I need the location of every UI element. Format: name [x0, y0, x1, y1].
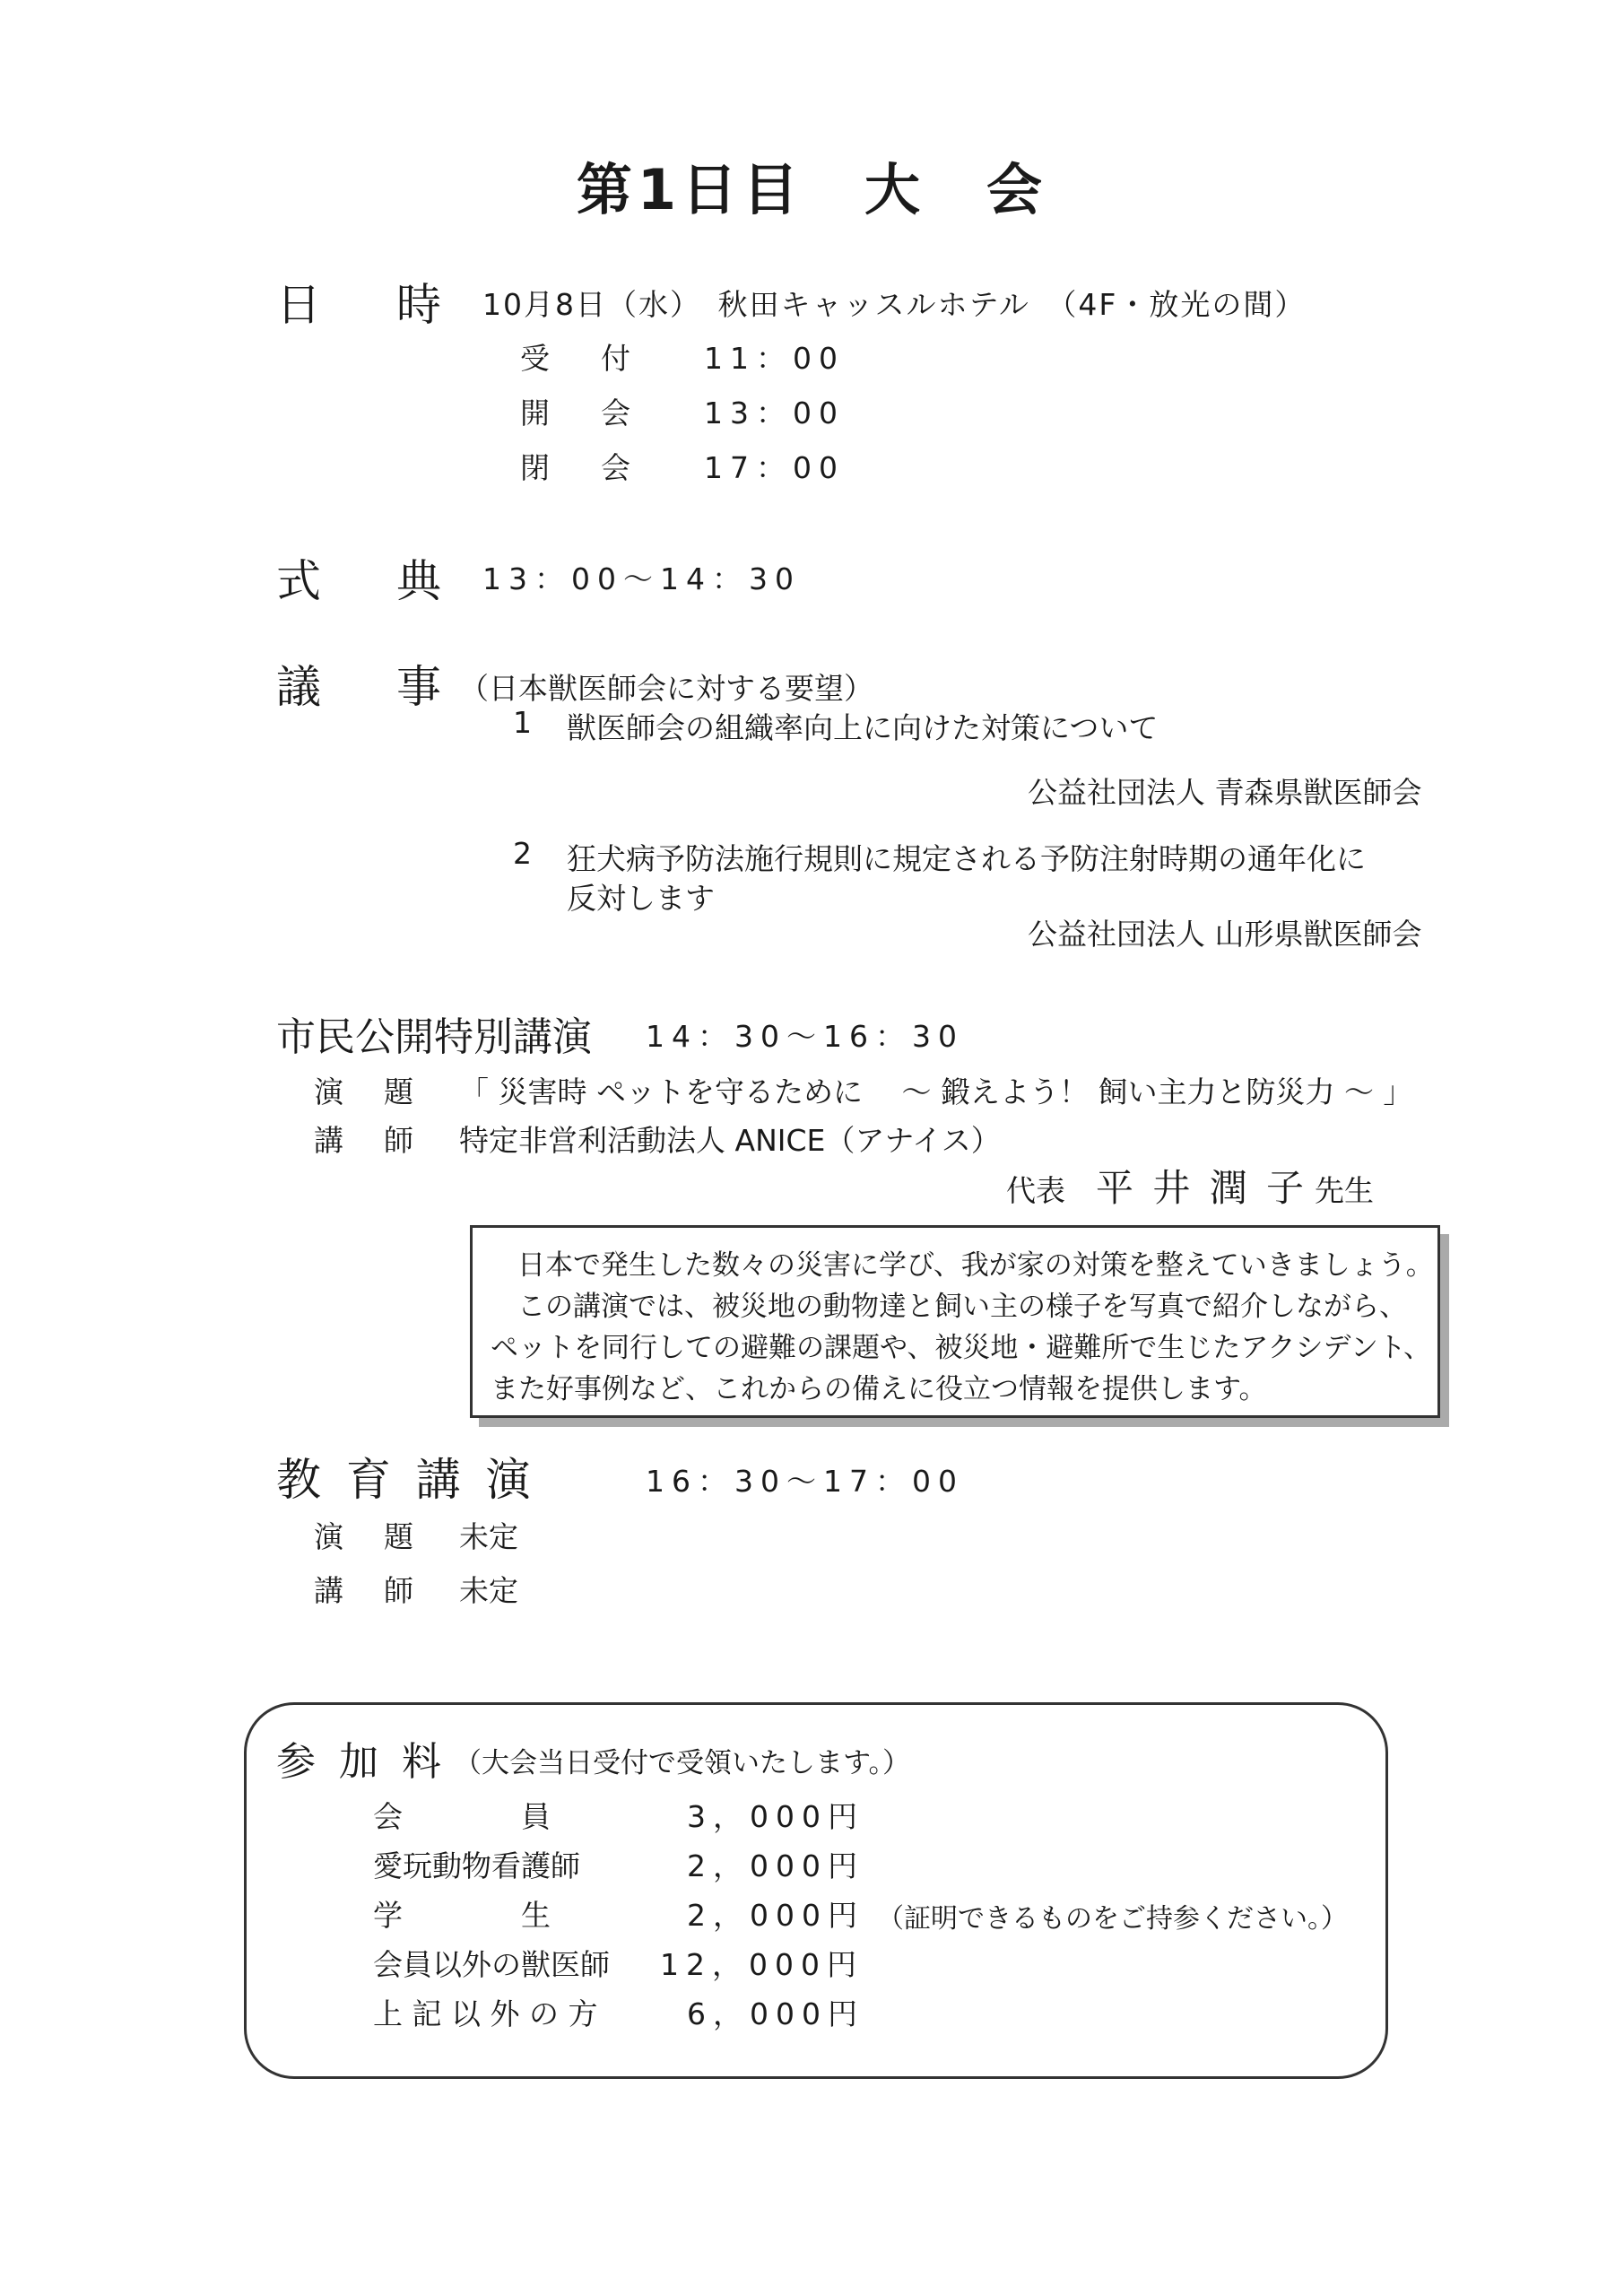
public-lecture-speaker-label: 講 師 [314, 1123, 419, 1158]
education-lecture-time: 16：30〜17：00 [646, 1464, 964, 1499]
schedule-label-open: 開 会 [520, 396, 641, 430]
schedule-label-close: 閉 会 [520, 450, 641, 485]
public-lecture-speaker-title: 代表 [1006, 1173, 1065, 1208]
lecture-summary-line: ペットを同行しての避難の課題や、被災地・避難所で生じたアクシデント、 [491, 1332, 1432, 1364]
schedule-label-reception: 受 付 [520, 341, 641, 376]
public-lecture-speaker-org: 特定非営利活動法人 ANICE（アナイス） [459, 1123, 1001, 1158]
fees-heading: 参 加 料 [276, 1739, 447, 1785]
public-lecture-topic-label: 演 題 [314, 1074, 419, 1109]
public-lecture-speaker-honorific: 先生 [1315, 1173, 1374, 1208]
education-lecture-speaker-label: 講 師 [314, 1573, 419, 1608]
education-lecture-topic: 未定 [459, 1519, 518, 1554]
fee-category: 愛玩動物看護師 [373, 1848, 580, 1883]
ceremony-label-2: 典 [396, 555, 441, 607]
fees-note: （大会当日受付で受領いたします。） [454, 1747, 911, 1779]
fee-category: 学 生 [373, 1898, 551, 1933]
fee-amount: 12，000円 [660, 1947, 864, 1982]
fee-category: 会 員 [373, 1799, 551, 1834]
lecture-summary-line: この講演では、被災地の動物達と飼い主の様子を写真で紹介しながら、 [517, 1291, 1407, 1323]
schedule-time-open: 13：00 [704, 396, 845, 430]
ceremony-time: 13：00〜14：30 [482, 561, 801, 596]
agenda-item-1-title: 獣医師会の組織率向上に向けた対策について [567, 710, 1159, 745]
datetime-venue: 10月8日（水） 秋田キャッスルホテル （4F・放光の間） [482, 287, 1307, 322]
education-lecture-speaker: 未定 [459, 1573, 518, 1608]
fee-note: （証明できるものをご持参ください。） [877, 1903, 1348, 1935]
datetime-label-2: 時 [396, 279, 441, 331]
fee-category: 上 記 以 外 の 方 [373, 1996, 598, 2031]
lecture-summary-line: また好事例など、これからの備えに役立つ情報を提供します。 [491, 1373, 1267, 1405]
fee-amount: 2，000円 [687, 1848, 864, 1883]
schedule-time-reception: 11：00 [704, 341, 845, 376]
fee-amount: 3，000円 [687, 1799, 864, 1834]
ceremony-label-1: 式 [276, 555, 321, 607]
schedule-time-close: 17：00 [704, 450, 845, 485]
agenda-item-2-num: 2 [513, 836, 532, 871]
education-lecture-topic-label: 演 題 [314, 1519, 419, 1554]
agenda-label-2: 事 [396, 661, 441, 713]
fee-amount: 2，000円 [687, 1898, 864, 1933]
agenda-label-1: 議 [276, 661, 321, 713]
public-lecture-heading: 市民公開特別講演 [276, 1014, 592, 1060]
lecture-summary-box [470, 1225, 1440, 1418]
education-lecture-heading: 教 育 講 演 [276, 1454, 536, 1506]
fee-category: 会員以外の獣医師 [373, 1947, 610, 1982]
agenda-item-2-title-cont: 反対します [567, 881, 715, 916]
fee-amount: 6，000円 [687, 1996, 864, 2031]
public-lecture-time: 14：30〜16：30 [646, 1019, 964, 1054]
agenda-note: （日本獣医師会に対する要望） [459, 671, 873, 706]
agenda-item-2-org: 公益社団法人 山形県獣医師会 [1028, 917, 1422, 952]
agenda-item-1-org: 公益社団法人 青森県獣医師会 [1028, 775, 1422, 810]
agenda-item-2-title: 狂犬病予防法施行規則に規定される予防注射時期の通年化に [567, 841, 1366, 876]
datetime-label-1: 日 [276, 279, 321, 331]
lecture-summary-line: 日本で発生した数々の災害に学び、我が家の対策を整えていきましょう。 [517, 1249, 1434, 1282]
public-lecture-speaker-name: 平 井 潤 子 [1096, 1166, 1308, 1210]
agenda-item-1-num: 1 [513, 705, 532, 740]
public-lecture-topic: 「 災害時 ペットを守るために 〜 鍛えよう！ 飼い主力と防災力 〜 」 [459, 1074, 1413, 1109]
page-title: 第1日目 大 会 [576, 157, 1048, 222]
